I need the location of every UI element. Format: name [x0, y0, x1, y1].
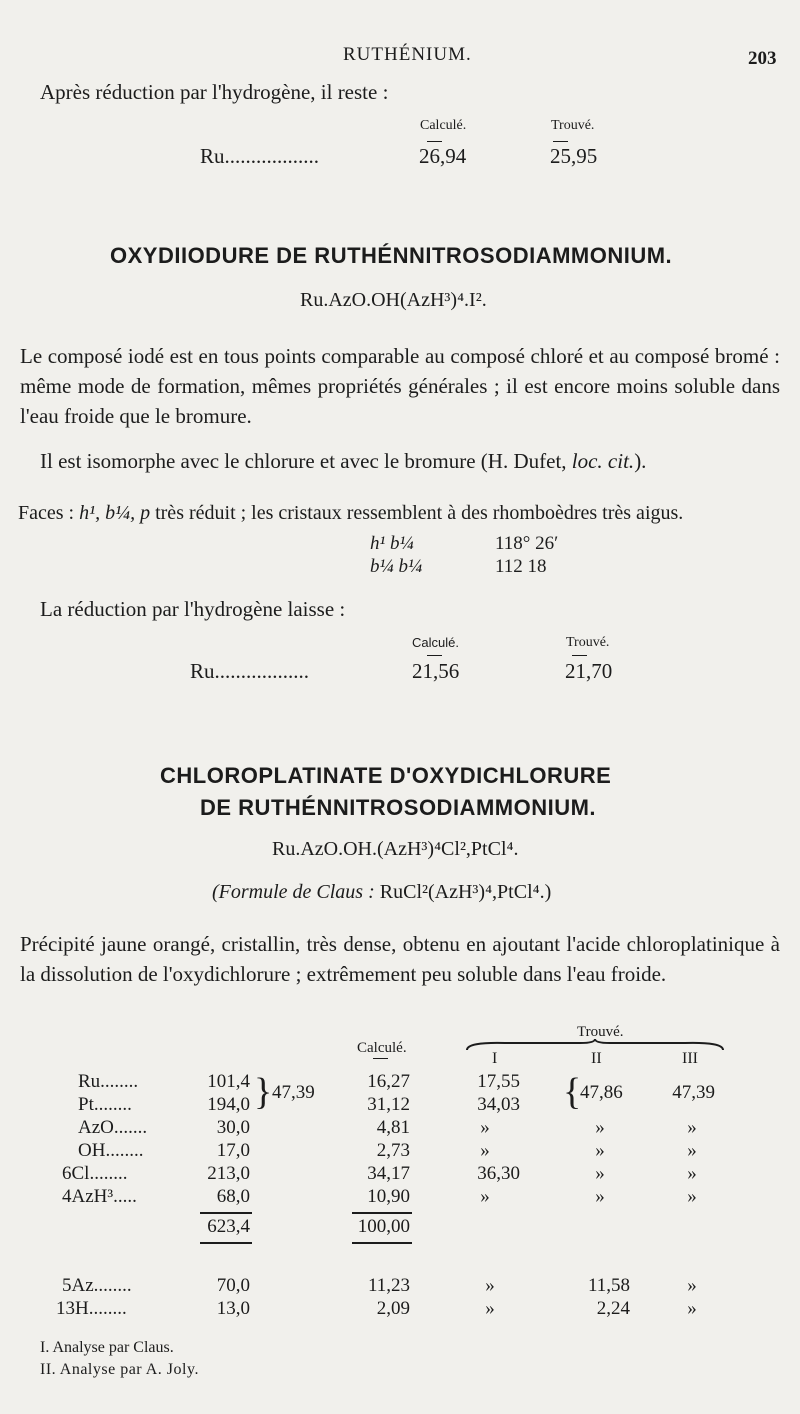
table-row-label: 6Cl........: [62, 1163, 128, 1184]
bracket: {: [563, 1071, 582, 1113]
table-row-found-iii: 47,39: [672, 1082, 715, 1103]
table-row-calc: 34,17: [367, 1163, 410, 1184]
angle-faces: h¹ b¼: [370, 533, 414, 554]
table-row-weight: 30,0: [216, 1117, 250, 1138]
table-row-calc: 11,23: [367, 1275, 410, 1296]
found-header: Trouvé.: [577, 1024, 624, 1040]
table-row-weight: 68,0: [216, 1186, 250, 1207]
table-row-label: 5Az........: [62, 1275, 132, 1296]
calc-value: 26,94: [419, 144, 467, 168]
table-row-found-iii: »: [687, 1275, 697, 1296]
table-row-found-iii: »: [687, 1298, 697, 1319]
angle-faces: b¼ b¼: [370, 556, 423, 577]
table-row-label: OH........: [78, 1140, 144, 1161]
table-row-label: Ru........: [78, 1071, 139, 1092]
table-row-label: Pt........: [78, 1094, 132, 1115]
calc-value: 21,56: [412, 659, 460, 683]
table-row-found-ii: 2,24: [596, 1298, 630, 1319]
table-row-calc: 2,73: [376, 1140, 410, 1161]
table-row-weight: 17,0: [216, 1140, 250, 1161]
section-title: OXYDIIODURE DE RUTHÉNNITROSODIAMMONIUM.: [110, 243, 673, 268]
table-row-found-ii: »: [595, 1140, 605, 1161]
claus-formula: (Formule de Claus : RuCl²(AzH³)⁴,PtCl⁴.): [212, 881, 552, 903]
table-row-found-i: »: [480, 1117, 490, 1138]
table-row-found-iii: »: [687, 1140, 697, 1161]
table-row-found-i: »: [485, 1275, 495, 1296]
table-row-weight: 101,4: [207, 1071, 250, 1092]
reduction-intro: La réduction par l'hydrogène laisse :: [40, 597, 346, 621]
table-row-weight: 13,0: [216, 1298, 250, 1319]
table-row-found-ii: 11,58: [587, 1275, 630, 1296]
faces-line: Faces : h¹, b¼, p très réduit ; les cristaux ressemblent à des rhomboèdres très aigus.: [18, 502, 684, 524]
paragraph: Précipité jaune orangé, cristallin, très dense, obtenu en ajoutant l'acide chloroplatinique à la dissolution de l'oxydichlorure ; extrêmement peu soluble dans l'eau froide.: [20, 932, 780, 986]
paragraph: Le composé iodé est en tous points comparable au composé chloré et au composé bromé : même mode de formation, mêmes propriétés générales ; il est encore moins soluble dans l'eau froide que le bromure.: [20, 344, 780, 428]
col-header-ii: II: [591, 1050, 602, 1067]
footnote: I. Analyse par Claus.: [40, 1339, 174, 1356]
table-row-weight: 194,0: [207, 1094, 250, 1115]
formula: Ru.AzO.OH(AzH³)⁴.I².: [300, 289, 487, 311]
row-label: Ru..................: [190, 659, 310, 683]
table-row-calc: 31,12: [367, 1094, 410, 1115]
page-number: 203: [748, 48, 777, 69]
section-title-line2: DE RUTHÉNNITROSODIAMMONIUM.: [200, 795, 597, 820]
bracket-calc-value: 47,39: [272, 1082, 315, 1103]
angle-value: 112 18: [495, 556, 547, 577]
table-row-calc: 16,27: [367, 1071, 410, 1092]
table-row-found-ii: »: [595, 1186, 605, 1207]
table-row-label: AzO.......: [78, 1117, 148, 1138]
calc-header: Calculé.: [420, 118, 467, 133]
table-row-found-iii: »: [687, 1186, 697, 1207]
footnote: II. Analyse par A. Joly.: [40, 1361, 199, 1378]
table-row-label: 13H........: [56, 1298, 127, 1319]
total-weight: 623,4: [207, 1216, 250, 1237]
col-header-iii: III: [682, 1050, 698, 1067]
found-header: Trouvé.: [566, 635, 610, 650]
calc-header: Calculé.: [412, 635, 459, 650]
row-label: Ru..................: [200, 144, 320, 168]
angle-value: 118° 26′: [495, 533, 559, 554]
table-row-found-ii: »: [595, 1163, 605, 1184]
found-value: 25,95: [550, 144, 598, 168]
table-row-found-iii: »: [687, 1117, 697, 1138]
table-row-found-ii: »: [595, 1117, 605, 1138]
running-title: RUTHÉNIUM.: [343, 44, 472, 65]
table-row-found-i: 17,55: [477, 1071, 520, 1092]
table-row-calc: 10,90: [367, 1186, 410, 1207]
found-header: Trouvé.: [551, 118, 595, 133]
paragraph-isomorphism: Il est isomorphe avec le chlorure et avec le bromure (H. Dufet, loc. cit.).: [40, 449, 647, 473]
table-row-found-i: 34,03: [477, 1094, 520, 1115]
col-header-i: I: [492, 1050, 498, 1067]
table-row-found-i: 36,30: [477, 1163, 520, 1184]
bracket: }: [254, 1071, 273, 1113]
table-row-found-i: »: [485, 1298, 495, 1319]
formula: Ru.AzO.OH.(AzH³)⁴Cl²,PtCl⁴.: [272, 838, 519, 860]
section-title-line1: CHLOROPLATINATE D'OXYDICHLORURE: [160, 763, 612, 788]
table-row-found-i: »: [480, 1140, 490, 1161]
table-row-calc: 2,09: [376, 1298, 410, 1319]
total-calc: 100,00: [357, 1216, 410, 1237]
table-row-weight: 213,0: [207, 1163, 250, 1184]
bracket-found-ii: 47,86: [580, 1082, 623, 1103]
table-row-label: 4AzH³.....: [62, 1186, 137, 1207]
table-row-calc: 4,81: [376, 1117, 410, 1138]
found-value: 21,70: [565, 659, 613, 683]
table-row-found-i: »: [480, 1186, 490, 1207]
calc-header: Calculé.: [357, 1040, 407, 1056]
reduction-intro: Après réduction par l'hydrogène, il reste :: [40, 80, 389, 104]
table-row-weight: 70,0: [216, 1275, 250, 1296]
table-row-found-iii: »: [687, 1163, 697, 1184]
